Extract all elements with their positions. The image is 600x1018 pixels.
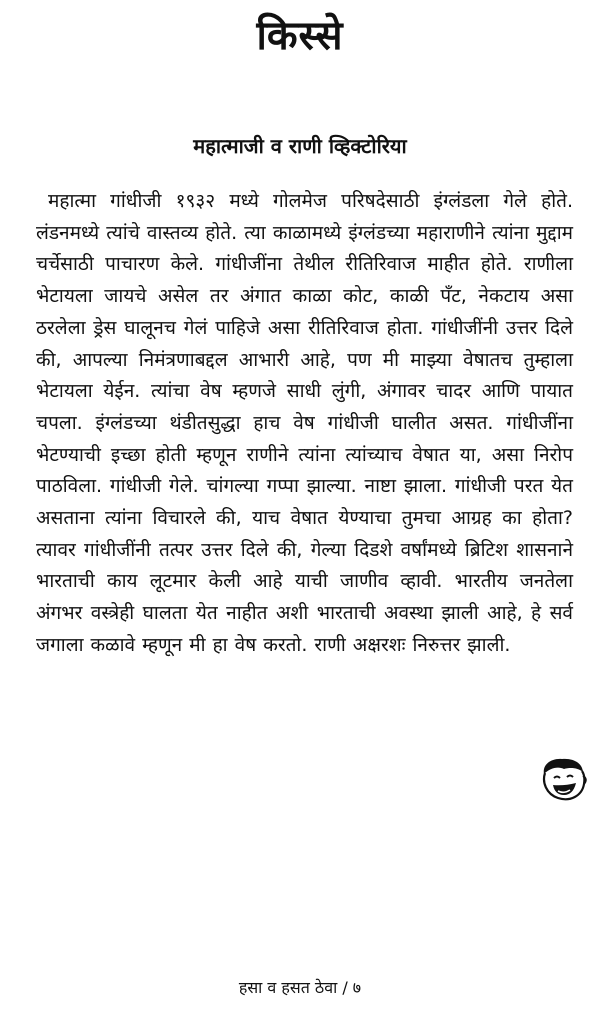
laughing-face-icon bbox=[538, 756, 588, 802]
page-footer: हसा व हसत ठेवा / ७ bbox=[238, 978, 362, 997]
page-title: किस्से bbox=[256, 13, 344, 59]
story-heading: महात्माजी व राणी व्हिक्टोरिया bbox=[193, 134, 407, 158]
story-paragraph: महात्मा गांधीजी १९३२ मध्ये गोलमेज परिषदेसाठी इंग्लंडला गेले होते. लंडनमध्ये त्यांचे वास्तव्य होते. त्या काळामध्ये इंग्लंडच्या महाराणीने त्यांना मुद्दाम चर्चेसाठी पाचारण केले. गांधीजींना तेथील रीतिरिवाज माहीत होते. राणीला भेटायला जायचे असेल तर अंगात काळा कोट, काळी पँट, नेकटाय असा ठरलेला ड्रेस घालूनच गेलं पाहिजे असा रीतिरिवाज होता. गांधीजींनी उत्तर दिले की, आपल्या निमंत्रणाबद्दल आभारी आहे, पण मी माझ्या वेषातच तुम्हाला भेटायला येईन. त्यांचा वेष म्हणजे साधी लुंगी, अंगावर चादर आणि पायात चपला. इंग्लंडच्या थंडीतसुद्धा हाच वेष गांधीजी घालीत असत. गांधीजींना भेटण्याची इच्छा होती म्हणून राणीने त्यांना त्यांच्याच वेषात या, असा निरोप पाठविला. गांधीजी गेले. चांगल्या गप्पा झाल्या. नाष्टा झाला. गांधीजी परत येत असताना त्यांना विचारले की, याच वेषात येण्याचा तुमचा आग्रह का होता? त्यावर गांधीजींनी तत्पर उत्तर दिले की, गेल्या दिडशे वर्षांमध्ये ब्रिटिश शासनाने भारताची काय लूटमार केली आहे याची जाणीव व्हावी. भारतीय जनतेला अंगभर वस्त्रेही घालता येत नाहीत अशी भारताची अवस्था झाली आहे, हे सर्व जगाला कळावे म्हणून मी हा वेष करतो. राणी अक्षरशः निरुत्तर झाली. bbox=[36, 190, 573, 656]
